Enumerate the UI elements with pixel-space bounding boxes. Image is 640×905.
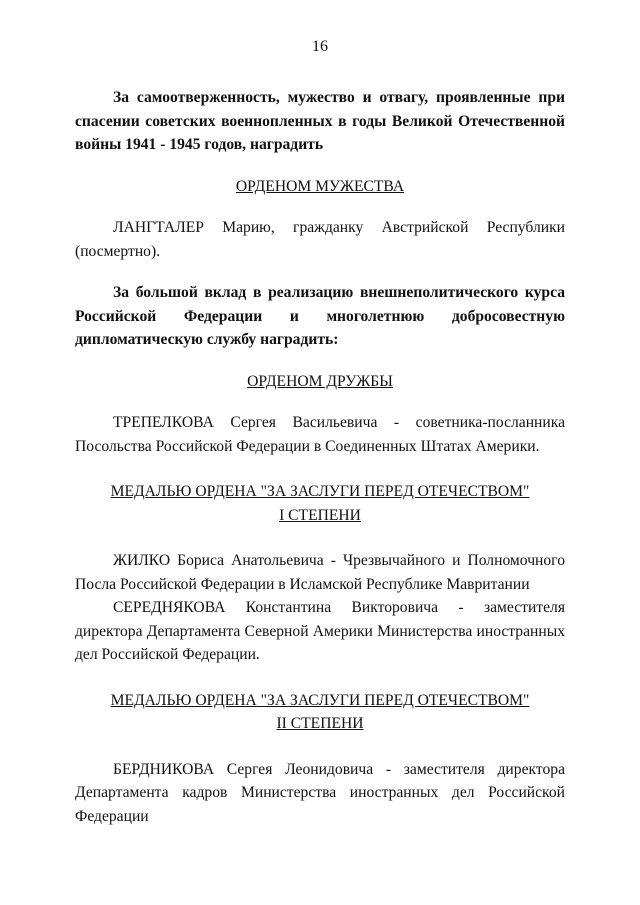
award-heading-order-of-friendship: ОРДЕНОМ ДРУЖБЫ xyxy=(247,372,393,390)
awardee-zhilko: ЖИЛКО Бориса Анатольевича - Чрезвычайного и Полномочного Посла Российской Федерации в Исламской Республике Мавритании xyxy=(75,552,565,593)
award-heading-merit-medal-2-line1: МЕДАЛЬЮ ОРДЕНА "ЗА ЗАСЛУГИ ПЕРЕД ОТЕЧЕСТВОМ" xyxy=(110,691,530,709)
awardee-berdnikov: БЕРДНИКОВА Сергея Леонидовича - заместителя директора Департамента кадров Министерства иностранных дел Российской Федерации xyxy=(75,760,565,825)
award-heading-merit-medal-2-line2: II СТЕПЕНИ xyxy=(276,715,364,732)
awardee-serednyakov: СЕРЕДНЯКОВА Константина Викторовича - заместителя директора Департамента Северной Америки Министерства иностранных дел Российской Федерации. xyxy=(75,599,565,663)
award-heading-merit-medal-1-line1: МЕДАЛЬЮ ОРДЕНА "ЗА ЗАСЛУГИ ПЕРЕД ОТЕЧЕСТВОМ" xyxy=(110,483,530,500)
award-heading-order-of-courage: ОРДЕНОМ МУЖЕСТВА xyxy=(235,177,405,195)
award-intro-paragraph-2: За большой вклад в реализацию внешнеполитического курса Российской Федерации и многолетнюю добросовестную дипломатическую службу наградить: xyxy=(75,284,565,348)
page-number: 16 xyxy=(312,38,328,55)
awardee-langtaler: ЛАНГТАЛЕР Марию, гражданку Австрийской Республики (посмертно). xyxy=(75,219,565,260)
awardee-trepelkov: ТРЕПЕЛКОВА Сергея Васильевича - советника-посланника Посольства Российской Федерации в Соединенных Штатах Америки. xyxy=(75,414,565,455)
award-intro-paragraph-1: За самоотверженность, мужество и отвагу, проявленные при спасении советских военнопленных в годы Великой Отечественной войны 1941 - 1945 годов, наградить xyxy=(75,89,565,153)
award-heading-merit-medal-1-line2: I СТЕПЕНИ xyxy=(279,506,361,524)
document-body xyxy=(75,86,565,828)
